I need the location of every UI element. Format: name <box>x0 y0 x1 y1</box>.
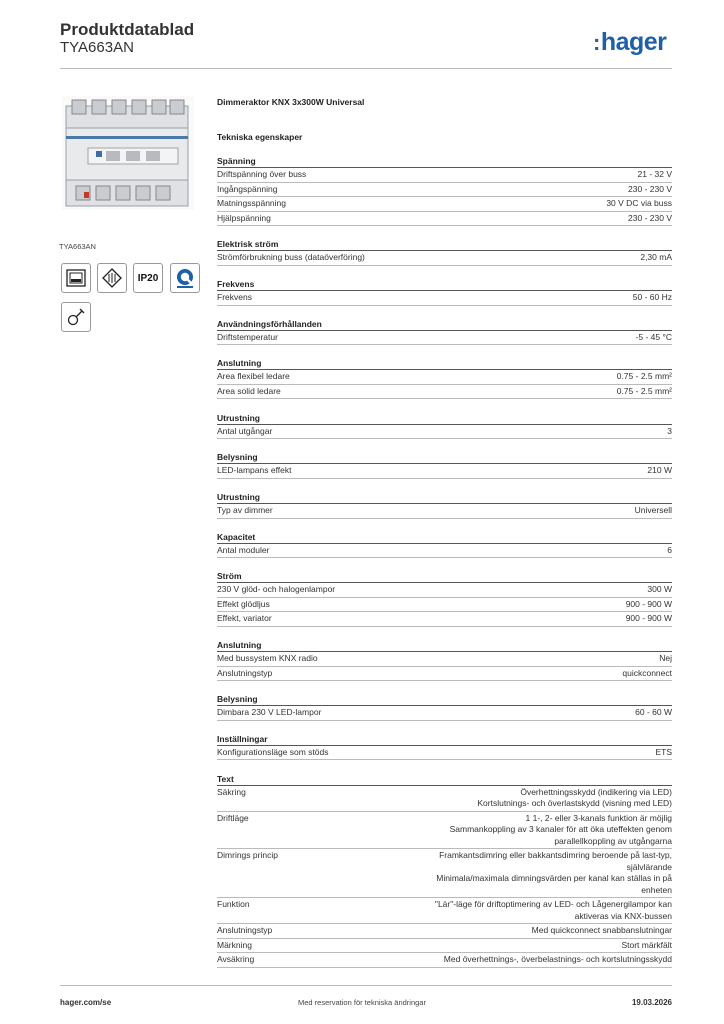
spec-label: Konfigurationsläge som stöds <box>217 746 329 757</box>
header-divider <box>60 68 672 69</box>
spec-section <box>217 238 672 266</box>
spec-section-title: Frekvens <box>217 278 672 291</box>
spec-label: Säkring <box>217 786 246 797</box>
spec-row <box>217 544 672 559</box>
spec-section <box>217 278 672 306</box>
spec-value-line: 230 - 230 V <box>628 183 672 194</box>
spec-value-line: enheten <box>641 884 672 895</box>
spec-value-line: Minimala/maximala dimningsvärden per kanal kan ställas in på <box>436 873 672 884</box>
brand-logo: :hager <box>593 28 667 56</box>
tool-icon <box>61 302 91 332</box>
spec-value-line: -5 - 45 °C <box>635 331 672 342</box>
spec-label: Anslutningstyp <box>217 925 273 936</box>
spec-row <box>217 812 672 850</box>
spec-label: Antal utgångar <box>217 425 273 436</box>
spec-value-line: 2,30 mA <box>640 252 672 263</box>
spec-label: Driftstemperatur <box>217 331 278 342</box>
spec-value-line: 50 - 60 Hz <box>632 292 672 303</box>
spec-value <box>532 925 672 937</box>
spec-section-title: Anslutning <box>217 357 672 370</box>
spec-value-line: Universell <box>634 505 672 515</box>
spec-value <box>372 787 672 810</box>
spec-value-line: 21 - 32 V <box>637 169 672 180</box>
spec-value <box>647 465 672 477</box>
spec-row <box>217 197 672 212</box>
footer-disclaimer: Med reservation för tekniska ändringar <box>298 998 426 1007</box>
spec-value-line: självlärande <box>626 861 672 872</box>
spec-value-line: Nej <box>659 653 672 664</box>
spec-section <box>217 451 672 479</box>
spec-row <box>217 183 672 198</box>
spec-row <box>217 924 672 939</box>
spec-value-line: ETS <box>655 746 672 757</box>
ip-rating-badge <box>133 263 163 293</box>
spec-value-line: aktiveras via KNX-bussen <box>574 910 672 921</box>
spec-value-line: 0.75 - 2.5 mm² <box>616 385 672 396</box>
spec-section-title: Spänning <box>217 155 672 168</box>
spec-value-line: 900 - 900 W <box>625 613 672 624</box>
spec-section-title: Ström <box>217 570 672 583</box>
spec-section-title: Användningsförhållanden <box>217 318 672 331</box>
spec-value <box>647 584 672 596</box>
spec-row <box>217 786 672 812</box>
quality-mark-icon <box>170 263 200 293</box>
spec-row <box>217 667 672 682</box>
spec-label: LED-lampans effekt <box>217 465 292 476</box>
spec-row <box>217 464 672 479</box>
spec-value-line: 1 1-, 2- eller 3-kanals funktion är möjlig <box>525 812 672 823</box>
spec-row <box>217 706 672 721</box>
spec-label: Area flexibel ledare <box>217 371 290 382</box>
spec-section-title: Utrustning <box>217 412 672 425</box>
spec-label: Märkning <box>217 939 252 950</box>
spec-value-line: Med överhettnings-, överbelastnings- och kortslutningsskydd <box>443 954 672 965</box>
spec-value <box>633 292 672 304</box>
spec-section <box>217 773 672 968</box>
spec-value <box>617 386 672 398</box>
spec-value-line: 210 W <box>647 465 672 476</box>
document-title: Produktdatablad <box>60 20 195 39</box>
spec-value-line: Kortslutnings- och överlastskydd (visning med LED) <box>477 798 672 809</box>
spec-row <box>217 425 672 440</box>
spec-label: Frekvens <box>217 292 252 303</box>
spec-value <box>626 613 672 625</box>
spec-section <box>217 733 672 761</box>
spec-value-line: parallellkoppling av utgångarna <box>554 835 672 846</box>
spec-value-line: 900 - 900 W <box>625 598 672 609</box>
spec-value-line: quickconnect <box>622 667 672 678</box>
spec-value-line: 6 <box>667 544 672 555</box>
spec-label: Matningsspänning <box>217 198 286 209</box>
spec-value-line: Med quickconnect snabbanslutningar <box>531 925 672 936</box>
spec-row <box>217 953 672 968</box>
spec-section-title: Utrustning <box>217 491 672 504</box>
spec-value <box>636 332 672 344</box>
spec-value <box>667 426 672 438</box>
footer-divider <box>60 985 672 986</box>
spec-value-line: "Lär"-läge för driftoptimering av LED- och Lågenergilampor kan <box>434 899 672 910</box>
spec-label: Dimbara 230 V LED-lampor <box>217 707 322 718</box>
product-code: TYA663AN <box>60 39 134 56</box>
spec-row <box>217 370 672 385</box>
spec-value <box>667 545 672 557</box>
din-rail-mounting-icon <box>97 263 127 293</box>
spec-label: Effekt glödljus <box>217 598 270 609</box>
spec-section-title: Belysning <box>217 451 672 464</box>
spec-row <box>217 251 672 266</box>
spec-value <box>628 184 672 196</box>
spec-section-title: Text <box>217 773 672 786</box>
spec-section-title: Kapacitet <box>217 531 672 544</box>
spec-row <box>217 385 672 400</box>
spec-value <box>635 505 672 517</box>
spec-value <box>628 213 672 225</box>
spec-row <box>217 168 672 183</box>
spec-value <box>626 599 672 611</box>
specification-panel <box>217 96 672 968</box>
spec-value <box>617 371 672 383</box>
spec-section-title: Inställningar <box>217 733 672 746</box>
spec-value <box>640 252 672 264</box>
spec-section-title: Anslutning <box>217 639 672 652</box>
spec-section <box>217 412 672 440</box>
spec-section <box>217 491 672 519</box>
spec-section <box>217 693 672 721</box>
spec-label: Dimrings princip <box>217 850 278 861</box>
spec-label: Typ av dimmer <box>217 505 273 515</box>
spec-value <box>444 954 672 966</box>
spec-value <box>621 940 672 952</box>
spec-label: Med bussystem KNX radio <box>217 653 318 664</box>
spec-label: Funktion <box>217 899 250 910</box>
spec-label: Effekt, variator <box>217 613 272 624</box>
spec-value-line: 230 - 230 V <box>628 212 672 223</box>
spec-row <box>217 939 672 954</box>
spec-section <box>217 531 672 559</box>
spec-section-title: Elektrisk ström <box>217 238 672 251</box>
spec-value-line: Överhettningsskydd (indikering via LED) <box>520 786 672 797</box>
spec-label: Anslutningstyp <box>217 667 273 678</box>
spec-value-line: 300 W <box>647 584 672 595</box>
spec-value-line: Framkantsdimring eller bakkantsdimring beroende på last-typ, <box>439 850 672 861</box>
spec-row <box>217 331 672 346</box>
spec-row <box>217 291 672 306</box>
spec-row <box>217 652 672 667</box>
brand-logo-text: hager <box>600 28 667 56</box>
spec-label: Area solid ledare <box>217 385 281 396</box>
dimmer-device-illustration <box>62 96 194 210</box>
spec-row <box>217 504 672 519</box>
spec-section <box>217 570 672 627</box>
spec-row <box>217 583 672 598</box>
spec-section <box>217 639 672 681</box>
spec-section <box>217 357 672 399</box>
spec-row <box>217 212 672 227</box>
spec-value <box>659 653 672 665</box>
product-image <box>62 96 194 210</box>
spec-value-line: 30 V DC via buss <box>606 198 672 209</box>
spec-label: 230 V glöd- och halogenlampor <box>217 584 336 595</box>
spec-value-line: Stort märkfält <box>621 939 672 950</box>
spec-value <box>635 707 672 719</box>
spec-sections <box>217 155 672 967</box>
spec-row <box>217 898 672 924</box>
spec-value <box>622 668 672 680</box>
footer-website: hager.com/se <box>60 998 112 1007</box>
spec-section <box>217 318 672 346</box>
spec-label: Ingångspänning <box>217 183 278 194</box>
spec-label: Antal moduler <box>217 544 270 555</box>
spec-row <box>217 598 672 613</box>
spec-row <box>217 746 672 761</box>
product-name: Dimmeraktor KNX 3x300W Universal <box>217 97 365 107</box>
spec-label: Driftspänning över buss <box>217 169 307 180</box>
spec-value-line: Sammankoppling av 3 kanaler för att öka uteffekten genom <box>449 824 672 835</box>
spec-value <box>372 850 672 896</box>
spec-value <box>372 813 672 848</box>
spec-value-line: 3 <box>667 425 672 436</box>
spec-label: Avsäkring <box>217 954 255 965</box>
product-image-caption: TYA663AN <box>59 242 96 251</box>
class-ii-certification-icon <box>61 263 91 293</box>
spec-label: Driftläge <box>217 812 249 823</box>
spec-label: Strömförbrukning buss (dataöverföring) <box>217 252 365 263</box>
ip-rating-label: IP20 <box>137 272 159 284</box>
spec-value <box>638 169 673 181</box>
spec-section-title: Belysning <box>217 693 672 706</box>
spec-value <box>655 747 672 759</box>
spec-value-line: 0.75 - 2.5 mm² <box>616 371 672 382</box>
spec-value-line: 60 - 60 W <box>635 707 672 718</box>
technical-properties-heading: Tekniska egenskaper <box>217 132 303 142</box>
spec-row <box>217 849 672 898</box>
spec-value <box>372 899 672 922</box>
footer-date: 19.03.2026 <box>631 998 672 1007</box>
spec-value <box>606 198 672 210</box>
spec-row <box>217 612 672 627</box>
spec-section <box>217 155 672 226</box>
spec-label: Hjälpspänning <box>217 212 271 223</box>
